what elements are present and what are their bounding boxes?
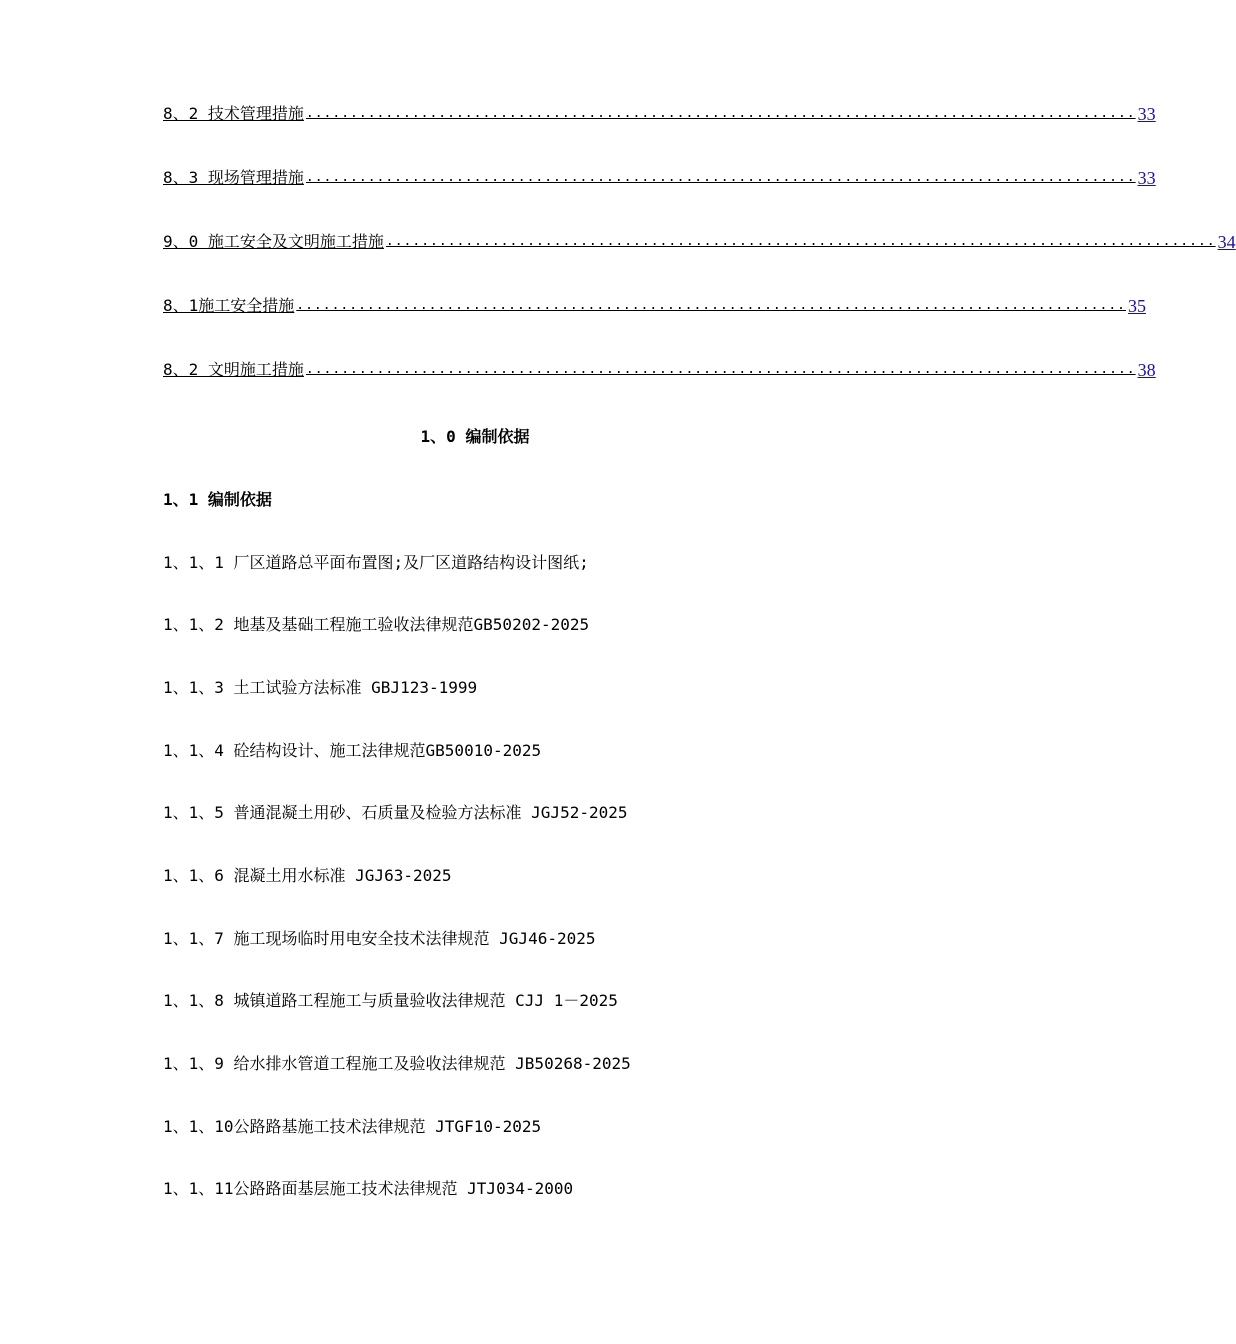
- toc-page-link[interactable]: 38: [1137, 360, 1156, 380]
- toc-entry-label: 9、0 施工安全及文明施工措施: [163, 232, 384, 251]
- toc-leader-dots: ..............................................................................................: [305, 170, 1136, 185]
- list-item: 1、1、8 城镇道路工程施工与质量验收法律规范 CJJ 1－2025: [163, 991, 618, 1010]
- list-item: 1、1、5 普通混凝土用砂、石质量及检验方法标准 JGJ52-2025: [163, 803, 628, 822]
- toc-entry[interactable]: [163, 228, 1236, 252]
- list-item: 1、1、10公路路基施工技术法律规范 JTGF10-2025: [163, 1117, 542, 1136]
- list-item: 1、1、11公路路面基层施工技术法律规范 JTJ034-2000: [163, 1179, 574, 1198]
- list-item: 1、1、2 地基及基础工程施工验收法律规范GB50202-2025: [163, 615, 590, 634]
- toc-entry-label: 8、2 文明施工措施: [163, 360, 304, 379]
- toc-leader-dots: ..............................................................................................: [296, 298, 1126, 313]
- toc-leader-dots: ..............................................................................................: [385, 234, 1216, 249]
- toc-page-link[interactable]: 35: [1128, 296, 1146, 316]
- list-item: 1、1、1 厂区道路总平面布置图;及厂区道路结构设计图纸;: [163, 553, 589, 572]
- toc-entry[interactable]: [163, 356, 1156, 380]
- toc-entry-label: 8、3 现场管理措施: [163, 168, 304, 187]
- toc-leader-dots: ..............................................................................................: [305, 106, 1136, 121]
- toc-page-link[interactable]: 33: [1137, 168, 1156, 188]
- toc-page-link[interactable]: 34: [1217, 232, 1236, 252]
- toc-entry[interactable]: [163, 292, 1146, 316]
- toc-entry-label: 8、1施工安全措施: [163, 296, 295, 315]
- list-item: 1、1、3 土工试验方法标准 GBJ123-1999: [163, 678, 478, 697]
- list-item: 1、1、4 砼结构设计、施工法律规范GB50010-2025: [163, 741, 542, 760]
- toc-leader-dots: ..............................................................................................: [305, 362, 1136, 377]
- toc-entry[interactable]: [163, 100, 1156, 124]
- toc-entry-label: 8、2 技术管理措施: [163, 104, 304, 123]
- toc-entry[interactable]: [163, 164, 1156, 188]
- section-title: 1、0 编制依据: [420, 427, 530, 446]
- subsection-title: 1、1 编制依据: [163, 490, 272, 509]
- list-item: 1、1、6 混凝土用水标准 JGJ63-2025: [163, 866, 452, 885]
- list-item: 1、1、7 施工现场临时用电安全技术法律规范 JGJ46-2025: [163, 929, 596, 948]
- list-item: 1、1、9 给水排水管道工程施工及验收法律规范 JB50268-2025: [163, 1054, 631, 1073]
- toc-page-link[interactable]: 33: [1137, 104, 1156, 124]
